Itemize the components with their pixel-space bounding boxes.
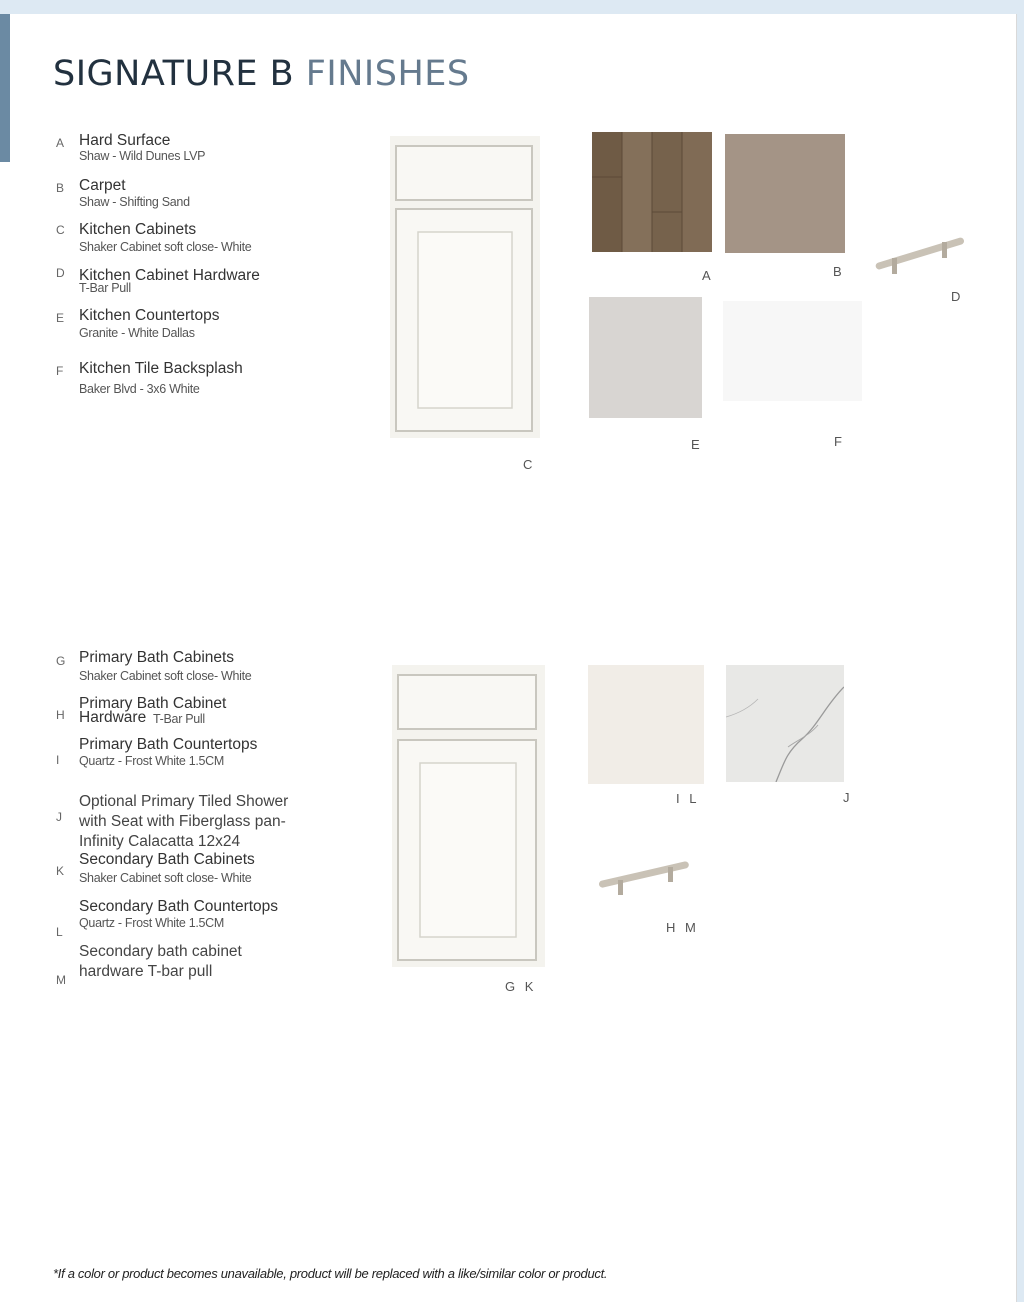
legend-letter: A bbox=[56, 136, 65, 150]
image-label-a: A bbox=[702, 268, 714, 283]
bath-cabinet-door-image bbox=[392, 665, 545, 967]
legend-multiline bbox=[79, 942, 319, 982]
legend-letter: F bbox=[56, 364, 64, 378]
legend-letter: I bbox=[56, 753, 60, 767]
legend-letter: M bbox=[56, 973, 66, 987]
legend-name: Primary Bath Cabinets bbox=[79, 649, 235, 666]
legend-letter: G bbox=[56, 654, 66, 668]
legend-name: Hard Surface bbox=[79, 132, 171, 149]
legend-name: Kitchen Cabinets bbox=[79, 221, 197, 238]
image-label-j: J bbox=[843, 790, 853, 805]
legend-letter: C bbox=[56, 223, 65, 237]
quartz-frost-white-swatch bbox=[588, 665, 704, 784]
image-label-d: D bbox=[951, 289, 964, 304]
carpet-swatch bbox=[725, 134, 845, 253]
legend-name: Kitchen Cabinet Hardware bbox=[79, 267, 260, 284]
legend-letter: E bbox=[56, 311, 65, 325]
legend-detail: Shaw - Wild Dunes LVP bbox=[79, 149, 206, 163]
page-title bbox=[53, 54, 470, 94]
legend-detail: Shaker Cabinet soft close- White bbox=[79, 240, 252, 254]
legend-detail: Baker Blvd - 3x6 White bbox=[79, 382, 200, 396]
image-label-c: C bbox=[523, 457, 536, 472]
legend-letter: H bbox=[56, 708, 65, 722]
legend-name-line-2: Hardware bbox=[79, 709, 147, 726]
finishes-page bbox=[0, 14, 1017, 1302]
title-bold-part: SIGNATURE B bbox=[53, 54, 295, 94]
legend-detail: T-Bar Pull bbox=[153, 712, 205, 726]
legend-detail: Shaker Cabinet soft close- White bbox=[79, 669, 252, 683]
legend-name: Carpet bbox=[79, 177, 126, 194]
wood-lvp-swatch bbox=[592, 132, 712, 252]
title-light-part: FINISHES bbox=[305, 54, 470, 94]
legend-line: Secondary bath cabinet bbox=[79, 943, 242, 960]
image-label-hm: H M bbox=[666, 920, 699, 935]
legend-name: Secondary Bath Cabinets bbox=[79, 851, 255, 868]
legend-detail: Quartz - Frost White 1.5CM bbox=[79, 754, 225, 768]
granite-swatch bbox=[589, 297, 702, 418]
left-accent-bar bbox=[0, 14, 10, 162]
image-label-il: I L bbox=[676, 791, 700, 806]
legend-name: Secondary Bath Countertops bbox=[79, 898, 279, 915]
image-label-gk: G K bbox=[505, 979, 537, 994]
legend-multiline bbox=[79, 792, 319, 852]
image-label-e: E bbox=[691, 437, 703, 452]
legend-line: hardware T-bar pull bbox=[79, 963, 213, 980]
kitchen-cabinet-door-image bbox=[390, 136, 540, 438]
legend-letter: B bbox=[56, 181, 65, 195]
legend-name: Primary Bath Countertops bbox=[79, 736, 258, 753]
legend-letter: K bbox=[56, 864, 65, 878]
image-label-b: B bbox=[833, 264, 845, 279]
legend-detail: Quartz - Frost White 1.5CM bbox=[79, 916, 225, 930]
legend-detail: Shaker Cabinet soft close- White bbox=[79, 871, 252, 885]
legend-letter: J bbox=[56, 810, 62, 824]
legend-name: Kitchen Countertops bbox=[79, 307, 220, 324]
legend-line: Infinity Calacatta 12x24 bbox=[79, 833, 241, 850]
footnote: *If a color or product becomes unavailable, product will be replaced with a like/similar color or product. bbox=[53, 1266, 608, 1281]
legend-letter: D bbox=[56, 266, 65, 280]
legend-line: with Seat with Fiberglass pan- bbox=[79, 813, 286, 830]
image-label-f: F bbox=[834, 434, 845, 449]
legend-detail: Granite - White Dallas bbox=[79, 326, 195, 340]
legend-name: Primary Bath Cabinet bbox=[79, 695, 227, 712]
legend-detail: Shaw - Shifting Sand bbox=[79, 195, 190, 209]
legend-line: Optional Primary Tiled Shower bbox=[79, 793, 289, 810]
calacatta-marble-swatch bbox=[726, 665, 844, 782]
legend-detail: T-Bar Pull bbox=[79, 281, 131, 295]
legend-name: Kitchen Tile Backsplash bbox=[79, 360, 243, 377]
subway-tile-swatch bbox=[723, 301, 862, 401]
t-bar-pull-kitchen-image bbox=[870, 224, 970, 278]
t-bar-pull-bath-image bbox=[594, 847, 694, 901]
legend-letter: L bbox=[56, 925, 63, 939]
